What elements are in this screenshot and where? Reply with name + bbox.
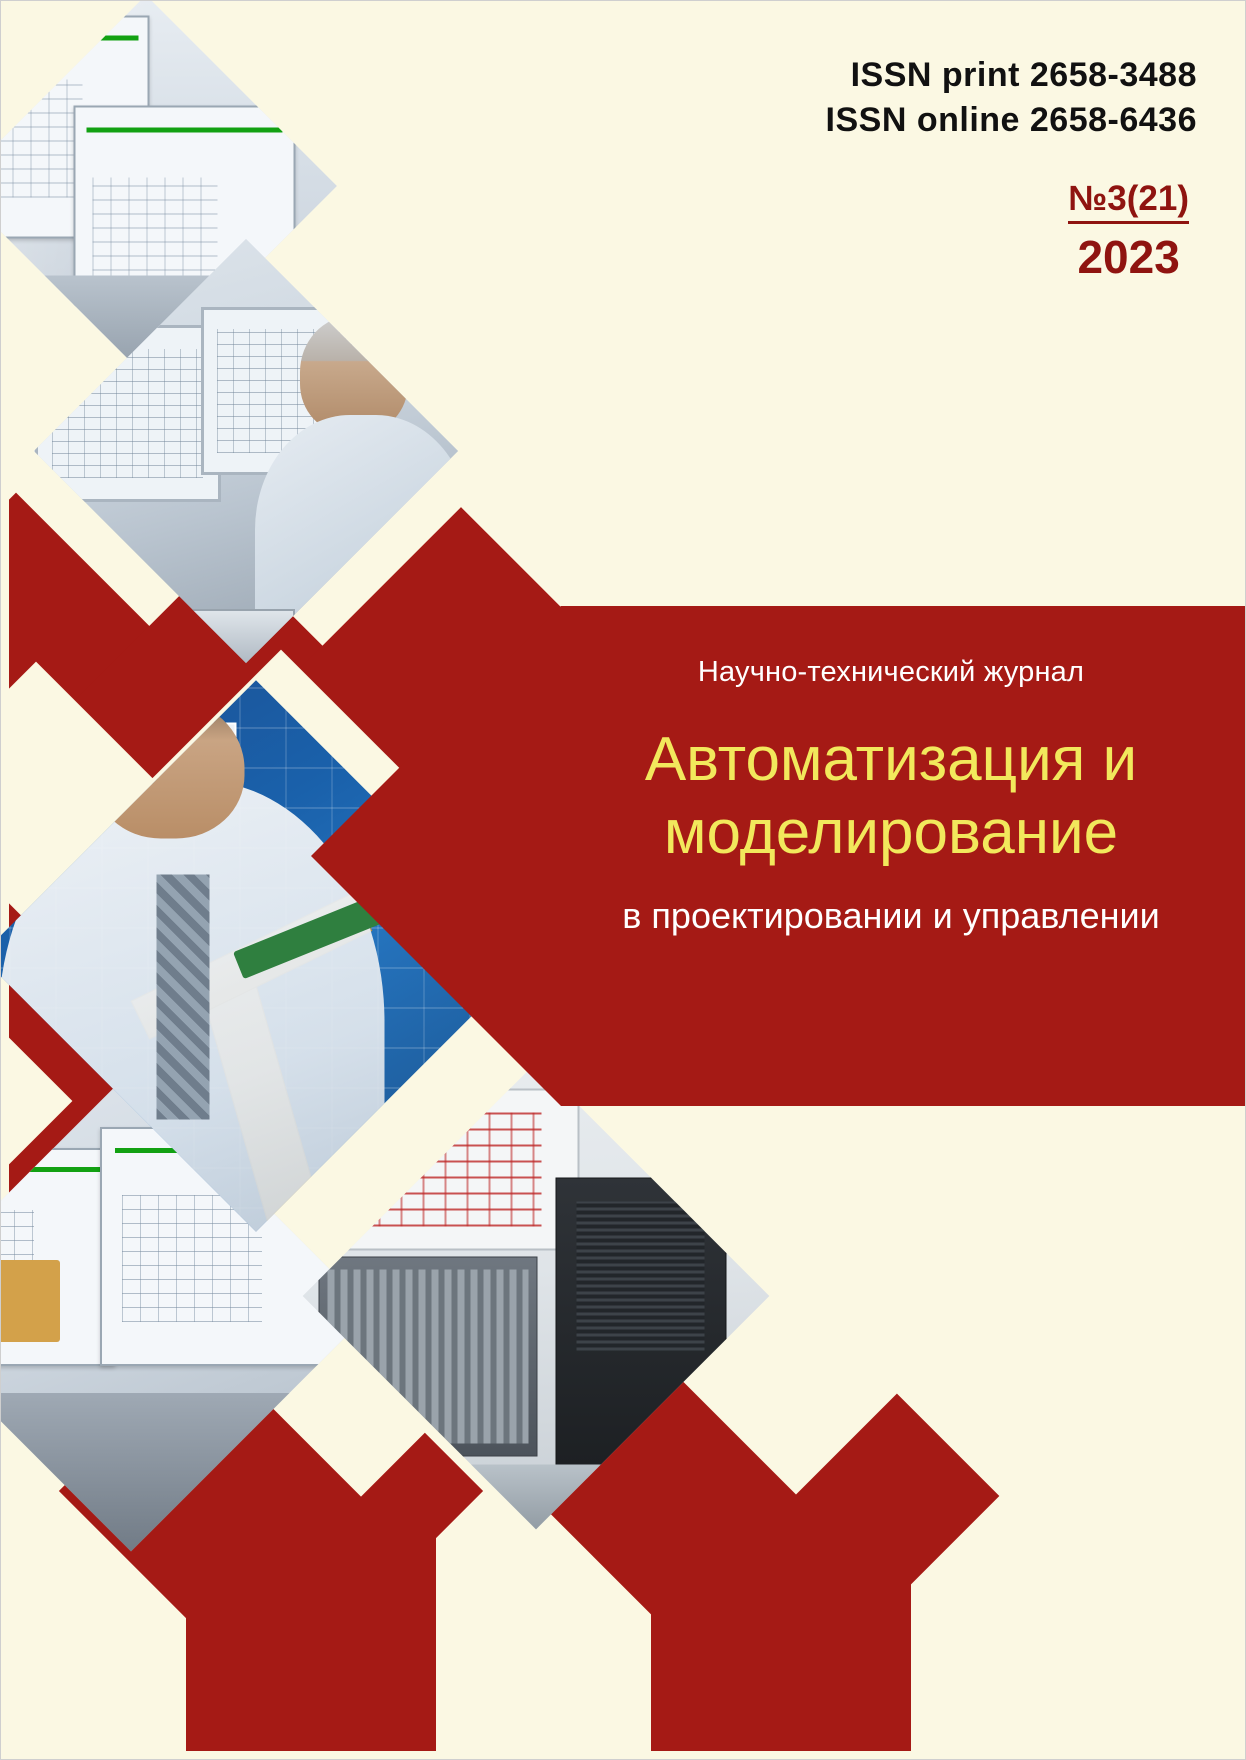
- title-band: [561, 606, 1246, 1106]
- issn-print: ISSN print 2658-3488: [850, 56, 1197, 94]
- issn-online: ISSN online 2658-6436: [825, 100, 1197, 139]
- journal-subtitle: в проектировании и управлении: [622, 895, 1160, 937]
- journal-title: Автоматизация и моделирование: [644, 725, 1138, 868]
- issue-year: 2023: [1077, 231, 1180, 283]
- cover-bottom-margin-guard: [1, 1751, 1246, 1759]
- issue-number: №3(21): [1068, 179, 1189, 224]
- cover-top-margin-guard: [1, 1, 1246, 9]
- red-block-bottom-strip: [186, 1501, 436, 1760]
- issn-block: [826, 53, 1197, 143]
- red-block-bottom-right-strip: [651, 1491, 911, 1760]
- journal-kind-label: Научно-технический журнал: [697, 656, 1085, 688]
- issue-block: [1068, 179, 1189, 284]
- cover-left-margin-guard: [1, 1, 9, 1760]
